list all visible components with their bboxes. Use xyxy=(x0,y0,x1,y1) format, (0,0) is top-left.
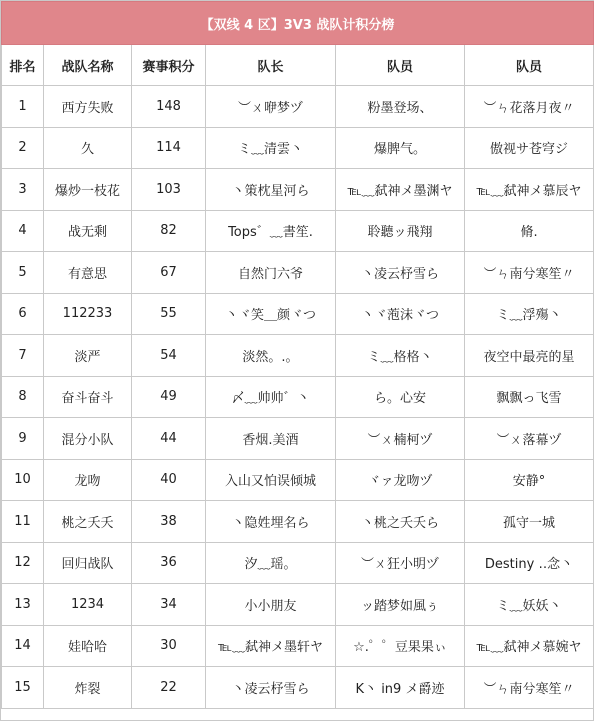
member-1-cell: ︶ㄨ楠柯ヅ xyxy=(336,418,465,460)
member-2-cell: Destiny ‥念丶 xyxy=(465,542,594,584)
captain-cell: 丶凌云杼雪ら xyxy=(206,667,336,709)
points-cell: 22 xyxy=(132,667,206,709)
table-row xyxy=(2,293,594,335)
member-2-cell: ︶ㄣ南兮寒笙〃 xyxy=(465,252,594,294)
points-cell: 148 xyxy=(132,86,206,128)
member-2-cell: ミ﹏浮殤丶 xyxy=(465,293,594,335)
column-header-points: 赛事积分 xyxy=(132,45,206,86)
points-cell: 49 xyxy=(132,376,206,418)
captain-cell: 〆﹏帅帅゛丶 xyxy=(206,376,336,418)
table-row xyxy=(2,210,594,252)
column-header-team-name: 战队名称 xyxy=(44,45,132,86)
member-1-cell: ℡﹏弑神メ墨渊ヤ xyxy=(336,169,465,211)
member-1-cell: ッ踏梦如風ぅ xyxy=(336,584,465,626)
rank-cell: 9 xyxy=(2,418,44,460)
team-name-cell: 爆炒一枝花 xyxy=(44,169,132,211)
captain-cell: 丶ヾ笑＿颜ヾつ xyxy=(206,293,336,335)
captain-cell: ℡﹏弑神メ墨轩ヤ xyxy=(206,625,336,667)
points-cell: 40 xyxy=(132,459,206,501)
table-row xyxy=(2,625,594,667)
points-cell: 38 xyxy=(132,501,206,543)
team-name-cell: 1234 xyxy=(44,584,132,626)
captain-cell: 丶隐姓埋名ら xyxy=(206,501,336,543)
member-2-cell: 孤守一城 xyxy=(465,501,594,543)
team-name-cell: 娃哈哈 xyxy=(44,625,132,667)
table-row xyxy=(2,667,594,709)
rank-cell: 3 xyxy=(2,169,44,211)
points-cell: 114 xyxy=(132,127,206,169)
captain-cell: 入山又怕误倾城 xyxy=(206,459,336,501)
table-row xyxy=(2,169,594,211)
rank-cell: 13 xyxy=(2,584,44,626)
rank-cell: 5 xyxy=(2,252,44,294)
rank-cell: 14 xyxy=(2,625,44,667)
rank-cell: 2 xyxy=(2,127,44,169)
team-name-cell: 战无剩 xyxy=(44,210,132,252)
rank-cell: 12 xyxy=(2,542,44,584)
member-1-cell: ︶ㄨ狂小明ヅ xyxy=(336,542,465,584)
captain-cell: 淡然。.。 xyxy=(206,335,336,377)
points-cell: 103 xyxy=(132,169,206,211)
captain-cell: 汐﹏瑶。 xyxy=(206,542,336,584)
table-row xyxy=(2,376,594,418)
member-2-cell: 飘飘っ飞雪 xyxy=(465,376,594,418)
table-body xyxy=(2,86,594,709)
column-header-captain: 队长 xyxy=(206,45,336,86)
rank-cell: 8 xyxy=(2,376,44,418)
table-row xyxy=(2,86,594,128)
captain-cell: 自然门六爷 xyxy=(206,252,336,294)
rank-cell: 6 xyxy=(2,293,44,335)
captain-cell: ミ﹏清雲丶 xyxy=(206,127,336,169)
title-row xyxy=(2,2,594,45)
captain-cell: ︶ㄨ咿梦ヅ xyxy=(206,86,336,128)
member-1-cell: ら。心安 xyxy=(336,376,465,418)
leaderboard-table xyxy=(1,1,594,709)
team-name-cell: 桃之夭夭 xyxy=(44,501,132,543)
captain-cell: Tops゛﹏書笙. xyxy=(206,210,336,252)
team-name-cell: 混分小队 xyxy=(44,418,132,460)
column-header-member-1: 队员 xyxy=(336,45,465,86)
member-1-cell: 丶ヾ萢沫ヾつ xyxy=(336,293,465,335)
captain-cell: 丶策枕星河ら xyxy=(206,169,336,211)
points-cell: 36 xyxy=(132,542,206,584)
member-1-cell: ☆.゜゜豆果果ぃ xyxy=(336,625,465,667)
column-header-rank: 排名 xyxy=(2,45,44,86)
member-1-cell: 聆聽ッ飛翔 xyxy=(336,210,465,252)
points-cell: 30 xyxy=(132,625,206,667)
table-row xyxy=(2,501,594,543)
member-2-cell: 夜空中最亮的星 xyxy=(465,335,594,377)
rank-cell: 15 xyxy=(2,667,44,709)
member-2-cell: 脩. xyxy=(465,210,594,252)
points-cell: 44 xyxy=(132,418,206,460)
rank-cell: 1 xyxy=(2,86,44,128)
rank-cell: 11 xyxy=(2,501,44,543)
team-name-cell: 112233 xyxy=(44,293,132,335)
team-name-cell: 奋斗奋斗 xyxy=(44,376,132,418)
rank-cell: 7 xyxy=(2,335,44,377)
member-1-cell: 爆脾气。 xyxy=(336,127,465,169)
table-title: 【双线 4 区】3V3 战队计积分榜 xyxy=(2,2,594,45)
member-2-cell: ℡﹏弑神メ慕婉ヤ xyxy=(465,625,594,667)
member-2-cell: ︶ㄣ南兮寒笙〃 xyxy=(465,667,594,709)
team-name-cell: 龙吻 xyxy=(44,459,132,501)
column-header-member-2: 队员 xyxy=(465,45,594,86)
table-row xyxy=(2,418,594,460)
team-name-cell: 久 xyxy=(44,127,132,169)
header-row xyxy=(2,45,594,86)
captain-cell: 小小朋友 xyxy=(206,584,336,626)
team-name-cell: 炸裂 xyxy=(44,667,132,709)
table-row xyxy=(2,335,594,377)
table-row xyxy=(2,542,594,584)
member-1-cell: 粉墨登场、 xyxy=(336,86,465,128)
table-row xyxy=(2,252,594,294)
team-name-cell: 有意思 xyxy=(44,252,132,294)
points-cell: 82 xyxy=(132,210,206,252)
points-cell: 34 xyxy=(132,584,206,626)
member-1-cell: 丶桃之夭夭ら xyxy=(336,501,465,543)
member-2-cell: ミ﹏妖妖丶 xyxy=(465,584,594,626)
table-row xyxy=(2,459,594,501)
member-1-cell: ヾァ龙吻ヅ xyxy=(336,459,465,501)
rank-cell: 10 xyxy=(2,459,44,501)
rank-cell: 4 xyxy=(2,210,44,252)
member-1-cell: ミ﹏格格丶 xyxy=(336,335,465,377)
member-2-cell: ︶ㄨ落幕ヅ xyxy=(465,418,594,460)
team-name-cell: 西方失败 xyxy=(44,86,132,128)
member-2-cell: ︶ㄣ花落月夜〃 xyxy=(465,86,594,128)
points-cell: 55 xyxy=(132,293,206,335)
member-2-cell: ℡﹏弑神メ慕辰ヤ xyxy=(465,169,594,211)
points-cell: 54 xyxy=(132,335,206,377)
team-name-cell: 回归战队 xyxy=(44,542,132,584)
member-2-cell: 安静° xyxy=(465,459,594,501)
team-name-cell: 淡严 xyxy=(44,335,132,377)
points-cell: 67 xyxy=(132,252,206,294)
table-row xyxy=(2,584,594,626)
member-1-cell: K丶 in9 メ爵迹 xyxy=(336,667,465,709)
member-1-cell: 丶凌云杼雪ら xyxy=(336,252,465,294)
member-2-cell: 傲视サ苍穹ジ xyxy=(465,127,594,169)
captain-cell: 香烟.美酒 xyxy=(206,418,336,460)
table-row xyxy=(2,127,594,169)
